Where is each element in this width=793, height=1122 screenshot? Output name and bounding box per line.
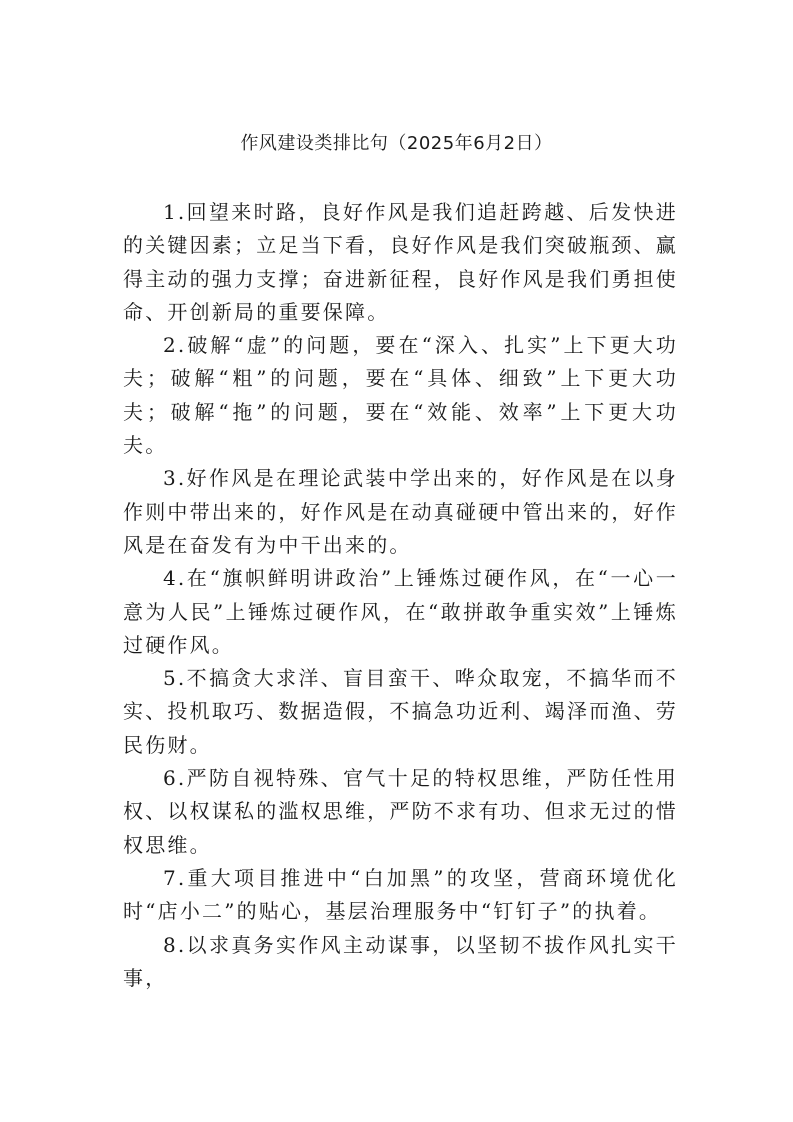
page-title: 作风建设类排比句（2025年6月2日） <box>240 133 553 154</box>
paragraph-6: 6.严防自视特殊、官气十足的特权思维，严防任性用权、以权谋私的滥权思维，严防不求有功、但求无过的惜权思维。 <box>123 766 678 857</box>
paragraph-5: 5.不搞贪大求洋、盲目蛮干、哗众取宠，不搞华而不实、投机取巧、数据造假，不搞急功近利、竭泽而渔、劳民伤财。 <box>123 666 678 757</box>
paragraph-1: 1.回望来时路，良好作风是我们追赶跨越、后发快进的关键因素；立足当下看，良好作风是我们突破瓶颈、赢得主动的强力支撑；奋进新征程，良好作风是我们勇担使命、开创新局的重要保障。 <box>123 200 678 324</box>
paragraph-8: 8.以求真务实作风主动谋事，以坚韧不拔作风扎实干事， <box>123 932 678 990</box>
paragraph-2: 2.破解“虚”的问题，要在“深入、扎实”上下更大功夫；破解“粗”的问题，要在“具体、细致”上下更大功夫；破解“拖”的问题，要在“效能、效率”上下更大功夫。 <box>123 333 678 458</box>
paragraph-4: 4.在“旗帜鲜明讲政治”上锤炼过硬作风，在“一心一意为人民”上锤炼过硬作风，在“敢拼敢争重实效”上锤炼过硬作风。 <box>123 566 678 657</box>
paragraph-3: 3.好作风是在理论武装中学出来的，好作风是在以身作则中带出来的，好作风是在动真碰硬中管出来的，好作风是在奋发有为中干出来的。 <box>123 466 678 557</box>
document-body <box>123 196 678 995</box>
paragraph-7: 7.重大项目推进中“白加黑”的攻坚，营商环境优化时“店小二”的贴心，基层治理服务中“钉钉子”的执着。 <box>123 865 678 924</box>
